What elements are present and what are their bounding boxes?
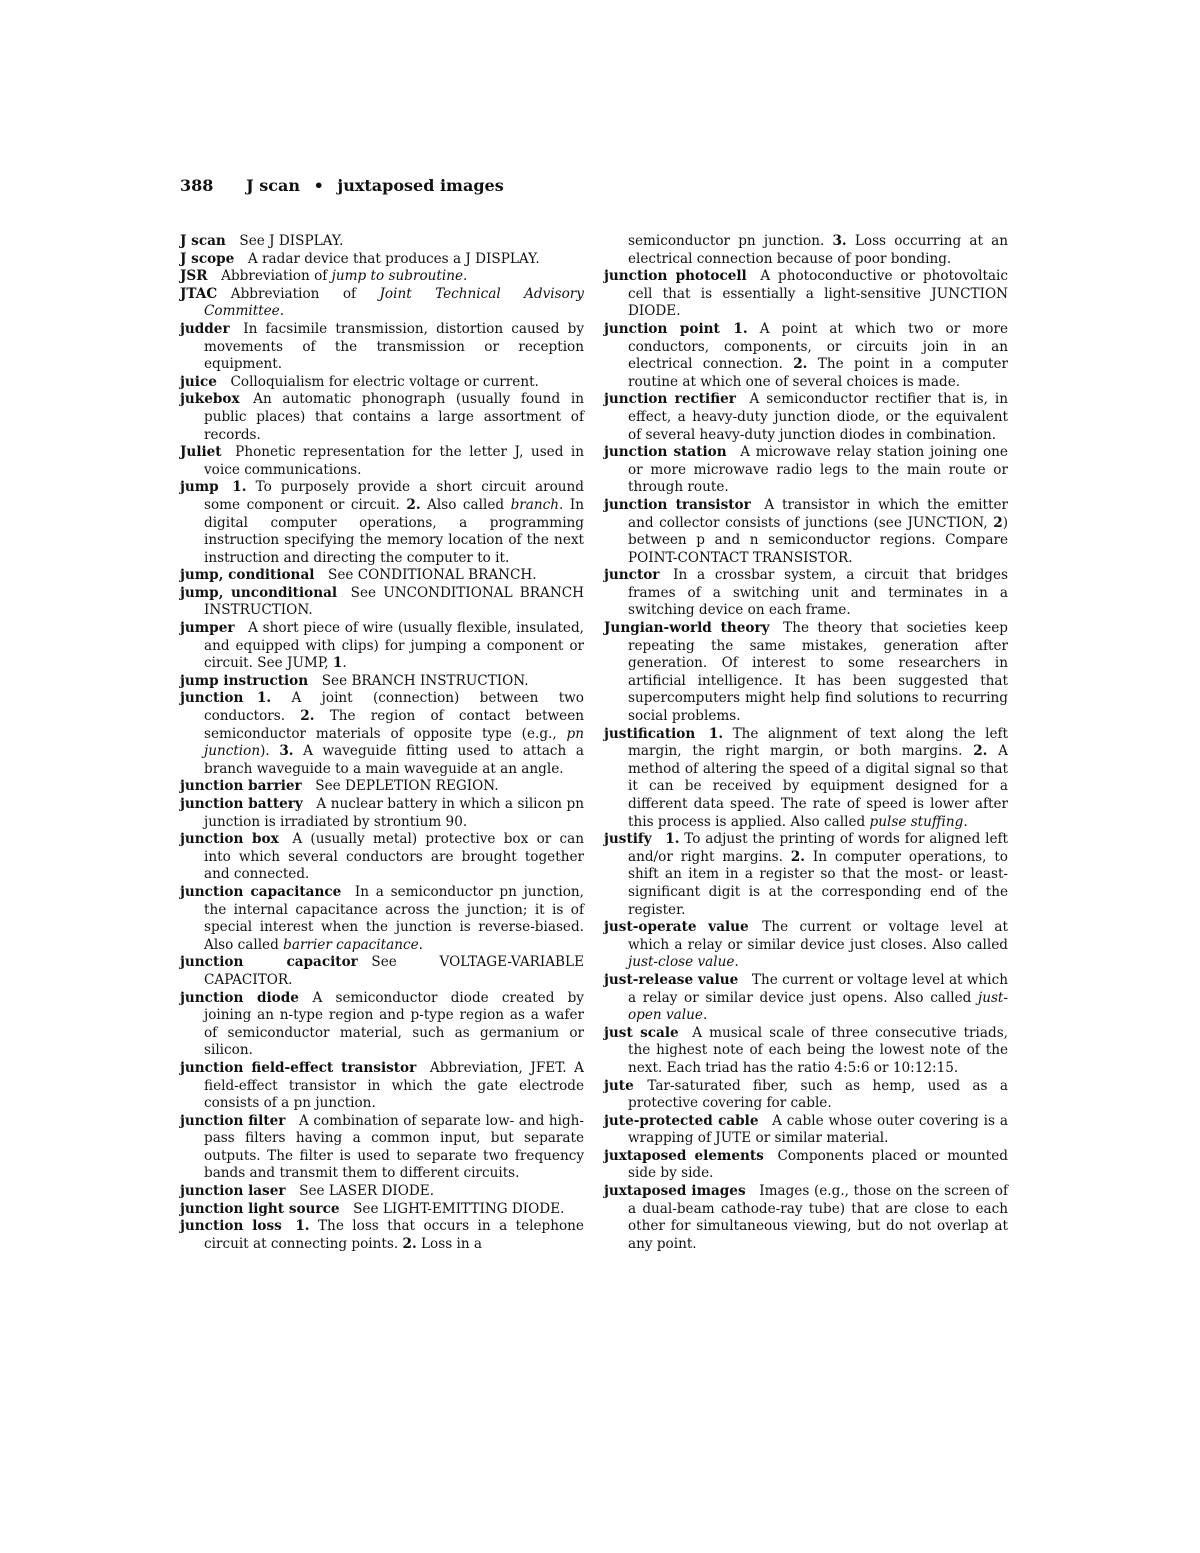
dictionary-entry [180,796,584,831]
italic-term: Joint Technical Advisory Committee [204,285,584,320]
entry-headword: judder [180,320,230,337]
dictionary-entry [180,990,584,1060]
entry-headword: J scan [180,233,226,249]
entry-headword: jump, conditional [180,567,315,584]
definition-text: . In digital computer operations, a programming instruction specifying the memory location of the next instruction and directing the computer to it. [204,496,584,566]
definition-text: A method of altering the speed of a digital signal so that it can be received by equipment designed for a different data speed. The rate of speed is lower after this process is applied. Also called [628,743,1008,830]
entry-headword: justification [604,725,696,742]
dictionary-entry [180,778,584,796]
definition-text: A musical scale of three consecutive triads, the highest note of each being the lowest note of the next. Each triad has the ratio 4:5:6 or 10:12:15. [628,1024,1008,1076]
dictionary-entry [604,831,1008,919]
definition-text: A nuclear battery in which a silicon pn junction is irradiated by strontium 90. [204,796,584,830]
definition-text: The theory that societies keep repeating the same mistakes, generation after generation. Of interest to some researchers in artificial intelligence. It has been suggested that supercomputers might help find solutions to recurring social problems. [628,620,1008,725]
definition-number: 1. [733,320,748,337]
definition-text: In facsimile transmission, distortion caused by movements of the transmission or reception equipment. [204,320,584,373]
entry-headword: juxtaposed images [604,1183,746,1200]
entry-headword: junction laser [180,1183,286,1200]
entry-headword: junction light source [180,1200,340,1217]
italic-term: pn junction [204,725,584,760]
entry-headword: Jungian-world theory [604,620,770,637]
entry-headword: juice [180,373,217,390]
definition-text: . [418,936,423,953]
last-entry-guide-word: juxtaposed images [337,176,504,195]
dictionary-entry [180,1218,584,1253]
definition-text: A waveguide fitting used to attach a branch waveguide to a main waveguide at an angle. [204,743,584,777]
entry-headword: jump [180,479,219,496]
definition-text: Images (e.g., those on the screen of a dual-beam cathode-ray tube) that are close to each other for simultaneous viewing, but do not overlap at any point. [628,1183,1008,1252]
italic-term: just-close value [628,954,735,971]
definition-number: 3. [832,233,847,249]
definition-text: . [702,1007,708,1024]
italic-term: pulse stuffing [869,813,964,830]
definition-text: The current or voltage level at which a relay or similar device just closes. Also called [628,919,1008,953]
definition-text: See CONDITIONAL BRANCH. [328,567,537,584]
entry-headword: J scope [180,250,235,267]
italic-term: jump to subroutine [331,268,463,285]
bullet-separator: • [313,176,324,195]
dictionary-entry [604,919,1008,972]
entry-headword: justify [604,831,652,848]
entry-headword: junction diode [180,989,299,1006]
definition-number: 1 [332,655,343,672]
definition-text: A semiconductor rectifier that is, in effect, a heavy-duty junction diode, or the equivalent of several heavy-duty junction diodes in combination. [628,391,1008,443]
dictionary-entry [604,1183,1008,1253]
entry-headword: just-operate value [604,919,749,936]
dictionary-entry [604,233,1008,268]
page-number: 388 [180,176,214,195]
entry-headword: jute [604,1077,634,1094]
definition-text: A microwave relay station joining one or more microwave radio legs to the main route or through route. [628,444,1008,496]
dictionary-entry [180,673,584,691]
definition-text: In computer operations, to shift an item in a register so that the most- or least-significant digit is at the corresponding end of the register. [628,848,1008,918]
dictionary-entry [180,620,584,673]
dictionary-entry [604,567,1008,620]
entry-headword: Juliet [180,444,222,461]
dictionary-entry [604,497,1008,567]
entry-headword: junction point [604,320,720,337]
entry-headword: just scale [604,1024,679,1041]
entry-headword: junction barrier [180,778,302,795]
entry-headword: jumper [180,620,235,637]
definition-text: A joint (connection) between two conductors. [204,690,584,725]
definition-text: In a crossbar system, a circuit that bridges frames of a switching unit and terminates in a switching device on each frame. [628,567,1008,619]
definition-text: The alignment of text along the left margin, the right margin, or both margins. [628,725,1008,760]
definition-text: See LIGHT-EMITTING DIODE. [353,1200,565,1217]
definition-text: To purposely provide a short circuit around some component or circuit. [204,479,584,513]
definition-text: ). [260,743,280,760]
dictionary-entry [604,972,1008,1025]
definition-text: Abbreviation of [230,285,380,302]
entry-headword: junction transistor [604,496,751,513]
definition-number: 1. [232,479,247,496]
entry-headword: junction photocell [604,268,747,285]
dictionary-entry [180,954,584,989]
italic-term: barrier capacitance [283,936,419,953]
dictionary-entry [180,479,584,567]
definition-text: Phonetic representation for the letter J, used in voice communications. [204,444,584,478]
dictionary-entry [180,884,584,954]
dictionary-entry [180,286,584,321]
italic-term: branch [510,496,560,513]
definition-text: See VOLTAGE-VARIABLE CAPACITOR. [204,954,584,988]
dictionary-entry [604,444,1008,497]
definition-number: 2. [973,743,988,760]
definition-number: 3. [279,743,294,760]
entry-headword: junction box [180,831,279,848]
definition-text: A (usually metal) protective box or can into which several conductors are brought together and connected. [204,831,584,883]
definition-number: 2. [790,848,805,865]
dictionary-entry [180,1113,584,1183]
definition-text: See J DISPLAY. [239,233,344,249]
definition-number: 2. [793,356,808,373]
entry-headword: just-release value [604,971,739,988]
definition-text: A semiconductor diode created by joining an n-type region and p-type region as a wafer of semiconductor material, such as germanium or silicon. [204,989,584,1059]
definition-text: . [342,655,347,672]
dictionary-entry [604,1025,1008,1078]
entry-headword: JTAC [180,285,218,302]
entry-headword: junction [180,690,244,707]
entry-headword: junction filter [180,1112,286,1129]
definition-text: A combination of separate low- and high-pass filters having a common input, but separate outputs. The filter is used to separate two frequency bands and transmit them to different circuits. [204,1112,584,1182]
definition-text: See LASER DIODE. [299,1183,435,1200]
definition-text: The current or voltage level at which a relay or similar device just opens. Also called [628,971,1009,1006]
definition-text: See UNCONDITIONAL BRANCH INSTRUCTION. [204,584,585,619]
definition-text: A photoconductive or photovoltaic cell that is essentially a light-sensitive JUNCTION DIODE. [628,268,1008,320]
dictionary-entry [604,1113,1008,1148]
dictionary-entry [180,374,584,392]
definition-number: 1. [708,725,724,742]
dictionary-entry [180,1201,584,1219]
dictionary-entry [180,251,584,269]
dictionary-entry [180,321,584,374]
definition-text: A short piece of wire (usually flexible, insulated, and equipped with clips) for jumping a component or circuit. See JUMP, [204,620,584,672]
definition-text: . [734,954,739,971]
dictionary-entry [180,268,584,286]
definition-text: Colloquialism for electric voltage or current. [230,373,539,390]
dictionary-entry [180,233,584,251]
dictionary-entry [604,321,1008,391]
definition-number: 1. [256,690,272,707]
dictionary-entry [180,831,584,884]
dictionary-entry [180,444,584,479]
definition-text: The loss that occurs in a telephone circuit at connecting points. [204,1218,584,1252]
definition-text: . [463,268,468,285]
definition-text: See DEPLETION REGION. [315,778,499,795]
dictionary-entry [604,1148,1008,1183]
dictionary-entry [604,268,1008,321]
definition-text: A radar device that produces a J DISPLAY. [247,250,540,267]
definition-number: 1. [295,1218,310,1235]
italic-term: just-open value [628,989,1008,1024]
definition-text: semiconductor pn junction. [628,233,833,249]
definition-text: Tar-saturated fiber, such as hemp, used as a protective covering for cable. [628,1077,1008,1112]
dictionary-entry [604,726,1008,832]
entry-headword: jute-protected cable [604,1112,759,1129]
definition-number: 1. [665,831,680,848]
dictionary-entry [180,391,584,444]
entry-headword: junction capacitor [180,954,358,971]
entry-headword: junction rectifier [604,391,736,408]
definition-text: Abbreviation, JFET. A field-effect transistor in which the gate electrode consists of a pn junction. [204,1059,584,1112]
entry-headword: junctor [604,567,660,584]
definition-text: A point at which two or more conductors, components, or circuits join in an electrical connection. [628,320,1008,373]
entry-headword: junction loss [180,1218,282,1235]
definition-text: Loss occurring at an electrical connection because of poor bonding. [628,233,1008,267]
definition-text: A transistor in which the emitter and collector consists of junctions (see JUNCTION, [628,496,1008,531]
dictionary-entry [180,690,584,778]
definition-text: The region of contact between semiconductor materials of opposite type (e.g., [204,708,585,742]
definition-text: Abbreviation of [221,268,332,285]
definition-text: . [963,813,968,830]
dictionary-entry [180,1060,584,1113]
definition-text: A cable whose outer covering is a wrapping of JUTE or similar material. [628,1112,1008,1147]
entry-headword: JSR [180,268,208,285]
dictionary-entry [604,391,1008,444]
definition-number: 2. [300,708,315,725]
entry-headword: juxtaposed elements [604,1147,764,1164]
page-header [180,176,504,195]
right-column [604,233,1008,1253]
entry-headword: jump instruction [180,672,309,689]
definition-number: 2. [406,496,421,513]
definition-text: Loss in a [416,1235,483,1252]
dictionary-entry [180,1183,584,1201]
dictionary-entry [604,620,1008,726]
definition-text: An automatic phonograph (usually found in public places) that contains a large assortment of records. [204,391,584,443]
definition-number: 2 [993,514,1003,531]
definition-number: 2. [402,1235,417,1252]
definition-text: ) between p and n semiconductor regions. Compare POINT-CONTACT TRANSISTOR. [628,514,1008,566]
entry-headword: junction field-effect transistor [180,1059,417,1076]
dictionary-entry [180,585,584,620]
entry-headword: jukebox [180,391,240,408]
definition-text: To adjust the printing of words for aligned left and/or right margins. [628,831,1008,865]
definition-text: Components placed or mounted side by side. [628,1147,1008,1182]
entry-headword: junction capacitance [180,883,342,900]
first-entry-guide-word: J scan [246,176,301,195]
definition-text: The point in a computer routine at which one of several choices is made. [628,356,1008,390]
entry-headword: junction battery [180,796,303,812]
definition-text: Also called [420,496,511,513]
entry-headword: jump, unconditional [180,584,338,601]
dictionary-entry [604,1078,1008,1113]
definition-text: See BRANCH INSTRUCTION. [321,672,529,689]
left-column [180,233,584,1253]
definition-text: . [279,303,285,320]
definition-text: In a semiconductor pn junction, the internal capacitance across the junction; it is of special interest when the junction is reverse-biased. Also called [204,883,585,953]
dictionary-entry [180,567,584,585]
entry-headword: junction station [604,444,727,461]
